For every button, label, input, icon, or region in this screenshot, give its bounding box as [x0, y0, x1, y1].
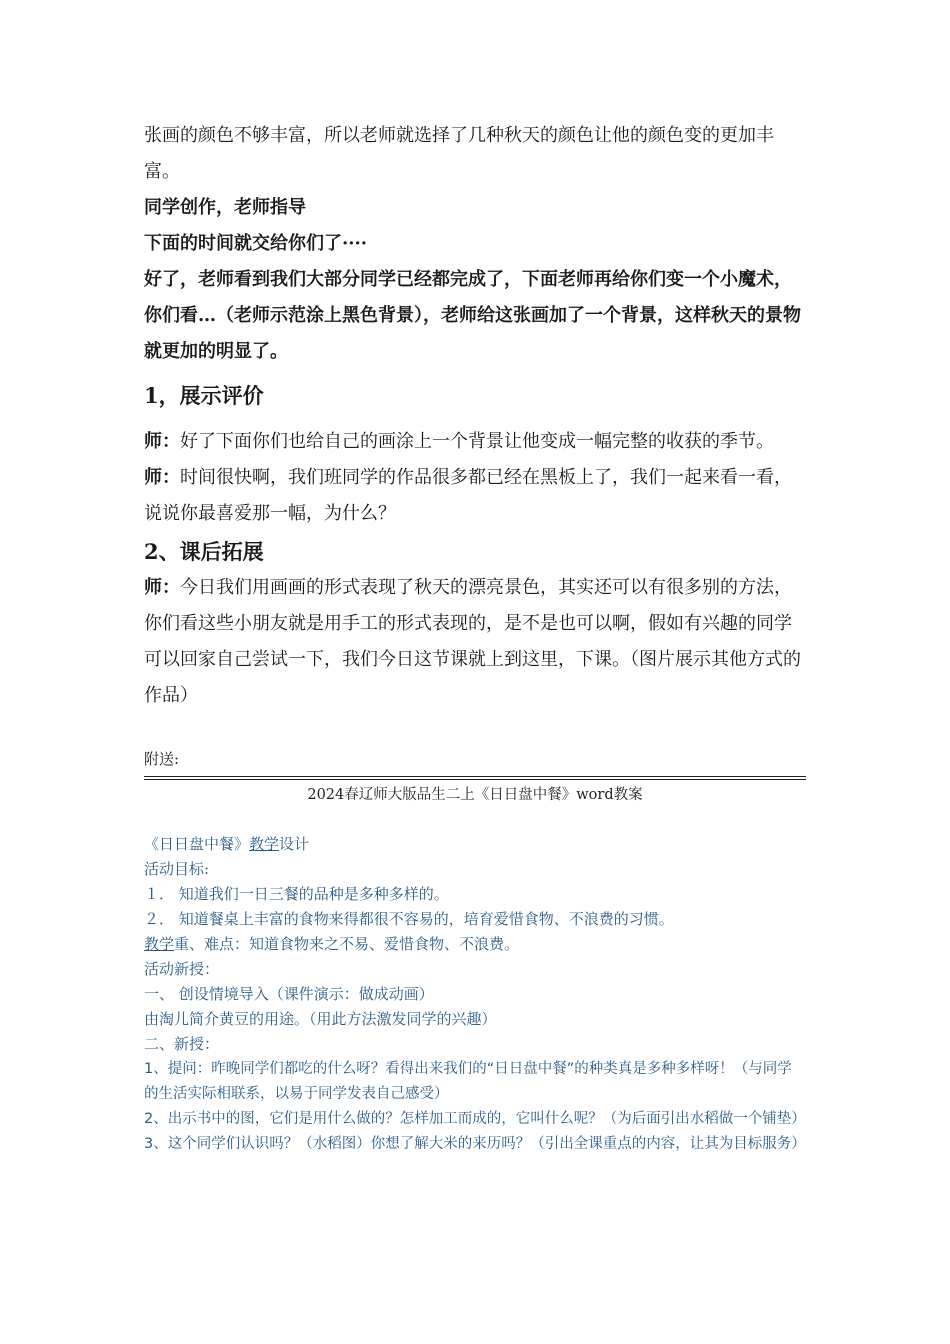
key-points: 教学重、难点：知道食物来之不易、爱惜食物、不浪费。: [144, 935, 520, 953]
heading-display-evaluation: 1，展示评价: [144, 383, 264, 408]
list-item-1: 1、提问：昨晚同学们都吃的什么呀？看得出来我们的“日日盘中餐”的种类真是多种多样呀！（与同学的生活实际相联系，以易于同学发表自己感受）: [144, 1061, 792, 1102]
heading-extension: 2、课后拓展: [144, 539, 264, 564]
appendix-label: 附送:: [144, 750, 180, 768]
speaker-label: 师：: [144, 577, 180, 598]
teaching-link[interactable]: 教学: [144, 935, 175, 953]
document-page: [144, 118, 806, 1157]
paragraph-7: [144, 570, 806, 714]
paragraph-6: [144, 460, 806, 532]
speaker-label: 师：: [144, 467, 180, 488]
list-item-2: 2、出示书中的图，它们是用什么做的？怎样加工而成的，它叫什么呢？（为后面引出水稻做一个铺垫）: [144, 1111, 806, 1127]
paragraph-1: 张画的颜色不够丰富，所以老师就选择了几种秋天的颜色让他的颜色变的更加丰富。: [144, 125, 774, 182]
paragraph-6-text: 时间很快啊，我们班同学的作品很多都已经在黑板上了，我们一起来看一看，说说你最喜爱那一幅，为什么？: [144, 467, 792, 524]
goal-item-2: ２． 知道餐桌上丰富的食物来得都很不容易的，培育爱惜食物、不浪费的习惯。: [144, 910, 674, 928]
paragraph-2: 同学创作，老师指导: [144, 197, 306, 218]
goal-label: 活动目标:: [144, 860, 210, 878]
paragraph-3: 下面的时间就交给你们了····: [144, 233, 368, 254]
paragraph-4: 好了，老师看到我们大部分同学已经都完成了，下面老师再给你们变一个小魔术，你们看…（老师示范涂上黑色背景），老师给这张画加了一个背景，这样秋天的景物就更加的明显了。: [144, 269, 801, 362]
speaker-label: 师：: [144, 431, 180, 452]
appendix-title: 2024春辽师大版品生二上《日日盘中餐》word教案: [307, 787, 643, 803]
goal-item-1: １． 知道我们一日三餐的品种是多种多样的。: [144, 885, 449, 903]
step-1: 一、 创设情境导入（课件演示：做成动画）: [144, 985, 434, 1003]
paragraph-7-text: 今日我们用画画的形式表现了秋天的漂亮景色，其实还可以有很多别的方法，你们看这些小朋友就是用手工的形式表现的，是不是也可以啊，假如有兴趣的同学可以回家自己尝试一下，我们今日这节课就上到这里，下课。（图片展示其他方式的作品）: [144, 577, 801, 706]
double-rule-divider: [144, 776, 806, 780]
paragraph-5-text: 好了下面你们也给自己的画涂上一个背景让他变成一幅完整的收获的季节。: [180, 431, 774, 452]
step-1-detail: 由淘儿简介黄豆的用途。（用此方法激发同学的兴趣）: [144, 1010, 497, 1028]
teaching-link[interactable]: 教学: [249, 835, 280, 853]
list-item-3: 3、这个同学们认识吗？（水稻图）你想了解大米的来历吗？（引出全课重点的内容，让其为目标服务）: [144, 1136, 806, 1152]
design-title: 《日日盘中餐》教学设计: [144, 835, 310, 853]
new-teaching-label: 活动新授：: [144, 960, 220, 978]
step-2: 二、新授：: [144, 1035, 220, 1053]
paragraph-5: [144, 424, 806, 460]
